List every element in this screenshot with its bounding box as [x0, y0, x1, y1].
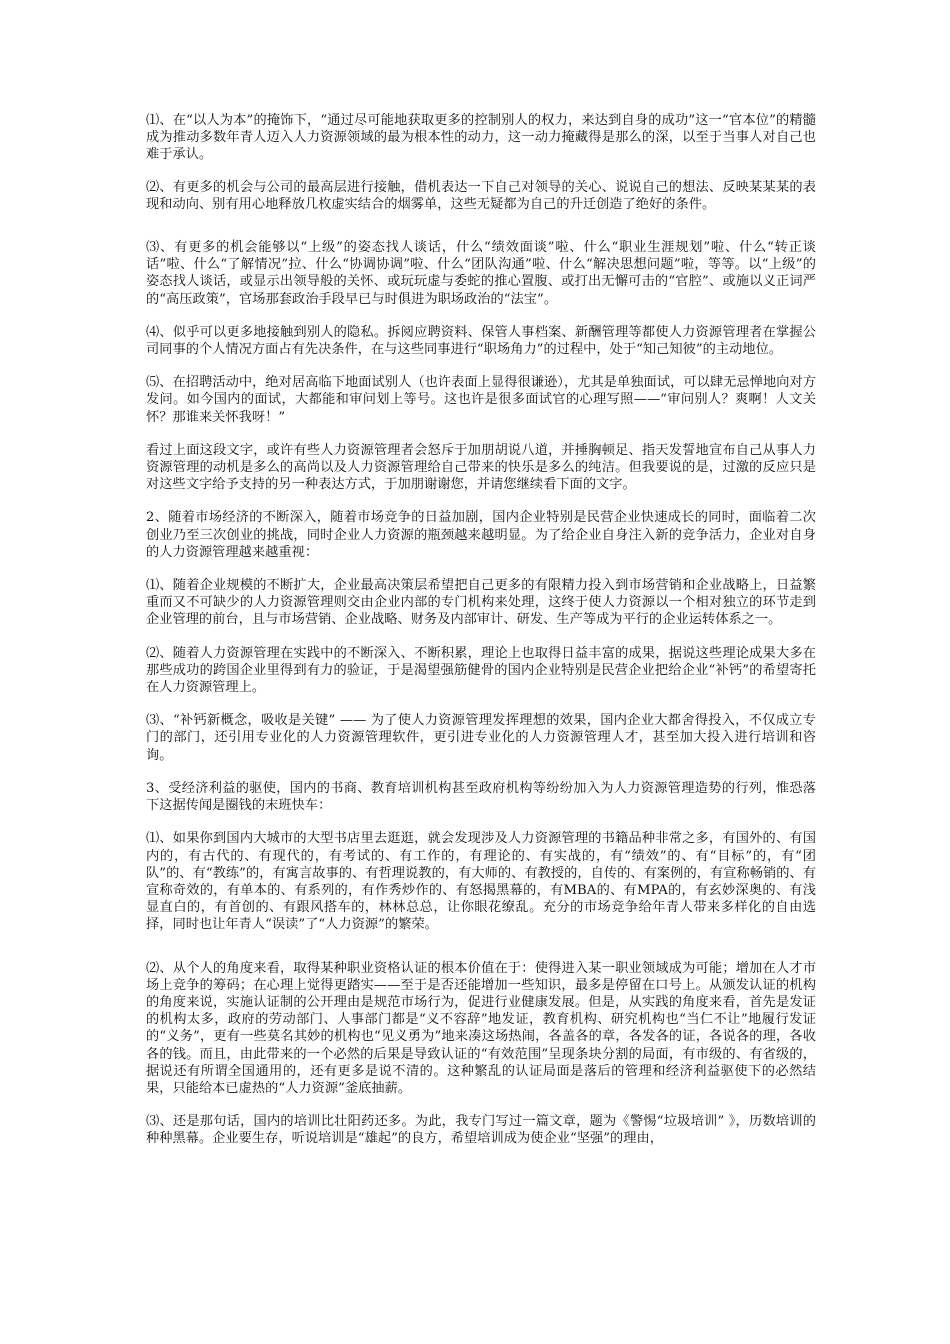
paragraph-2: ⑵、有更多的机会与公司的最高层进行接触，借机表达一下自己对领导的关心、说说自己的想法、反映某某某的表现和动向、别有用心地释放几枚虚实结合的烟雾单，这些无疑都为自己的升迁创造了绝好的条件。: [146, 179, 816, 212]
paragraph-4: ⑷、似乎可以更多地接触到别人的隐私。拆阅应聘资料、保管人事档案、新酬管理等都使人力资源管理者在掌握公司同事的个人情况方面占有先决条件，在与这些同事进行“职场角力”的过程中，处于“知己知彼”的主动地位。: [146, 324, 816, 358]
paragraph-14: ⑶、还是那句话，国内的培训比壮阳药还多。为此，我专门写过一篇文章，题为《警惕“垃圾培训” 》，历数培训的种种黑幕。企业要生存，听说培训是“雄起”的良方，希望培训成为使企业“坚强”的理由，: [146, 1114, 816, 1147]
paragraph-5: ⑸、在招聘活动中，绝对居高临下地面试别人（也许表面上显得很谦逊），尤其是单独面试，可以肆无忌惮地向对方发问。如今国内的面试，大都能和审问划上等号。这也许是很多面试官的心理写照——“审问别人？爽啊！人文关怀？那谁来关怀我呀！”: [146, 375, 816, 425]
paragraph-10: ⑶、“补钙新概念，吸收是关键” —— 为了使人力资源管理发挥理想的效果，国内企业大都舍得投入，不仅成立专门的部门，还引用专业化的人力资源管理软件，更引进专业化的人力资源管理人才，甚至加大投入进行培训和咨询。: [146, 713, 816, 763]
paragraph-7: 2、随着市场经济的不断深入，随着市场竞争的日益加剧，国内企业特别是民营企业快速成长的同时，面临着二次创业乃至三次创业的挑战，同时企业人力资源的瓶颈越来越明显。为了给企业自身注入新的竞争活力，企业对自身的人力资源管理越来越重视：: [146, 510, 816, 560]
paragraph-13: ⑵、从个人的角度来看，取得某种职业资格认证的根本价值在于：使得进入某一职业领域成为可能；增加在人才市场上竞争的筹码；在心理上觉得更踏实——至于是否还能增加一些知识，最多是停留在口号上。从颁发认证的机构的角度来说，实施认证制的公开理由是规范市场行为，促进行业健康发展。但是，从实践的角度来看，首先是发证的机构太多，政府的劳动部门、人事部门都是“义不容辞”地发证，教育机构、研究机构也“当仁不让”地履行发证的“义务”，更有一些莫名其妙的机构也“见义勇为”地来凑这场热闹，各盖各的章，各发各的证，各说各的理，各收各的钱。而且，由此带来的一个必然的后果是导致认证的“有效范围”呈现条块分割的局面，有市级的、有省级的，据说还有所谓全国通用的，还有更多是说不清的。这种繁乱的认证局面是落后的管理和经济利益驱使下的必然结果，只能给本已虚热的“人力资源”釜底抽薪。: [146, 960, 816, 1096]
paragraph-12: ⑴、如果你到国内大城市的大型书店里去逛逛，就会发现涉及人力资源管理的书籍品种非常之多，有国外的、有国内的，有古代的、有现代的，有考试的、有工作的，有理论的、有实战的，有“绩效”的、有“目标”的，有“团队”的、有“教练”的，有寓言故事的、有哲理说教的，有大师的、有教授的，自传的、有案例的，有宣称畅销的、有宣称奇效的，有单本的、有系列的，有作秀炒作的、有怒揭黑幕的，有MBA的、有MPA的，有玄妙深奥的、有浅显直白的，有首创的、有跟风搭车的，林林总总，让你眼花缭乱。充分的市场竞争给年青人带来多样化的自由选择，同时也让年青人“误读”了“人力资源”的繁荣。: [146, 831, 816, 933]
paragraph-11: 3、受经济利益的驱使，国内的书商、教育培训机构甚至政府机构等纷纷加入为人力资源管理造势的行列，惟恐落下这据传闻是圈钱的末班快车：: [146, 780, 816, 814]
paragraph-6: 看过上面这段文字，或许有些人力资源管理者会怒斥于加朋胡说八道，并捶胸顿足、指天发誓地宣布自己从事人力资源管理的动机是多么的高尚以及人力资源管理给自己带来的快乐是多么的纯洁。但我要说的是，过激的反应只是对这些文字给予支持的另一种表达方式，于加朋谢谢您，并请您继续看下面的文字。: [146, 442, 816, 493]
paragraph-3: ⑶、有更多的机会能够以“上级”的姿态找人谈话，什么“绩效面谈”啦、什么“职业生涯规划”啦、什么“转正谈话”啦、什么“了解情况”拉、什么“协调协调”啦、什么“团队沟通”啦、什么“解决思想问题”啦，等等。以“上级”的姿态找人谈话，或显示出领导般的关怀、或玩玩虚与委蛇的推心置腹、或打出无懈可击的“官腔”、或施以义正词严的“高压政策”，官场那套政治手段早已与时俱进为职场政治的“法宝”。: [146, 240, 816, 307]
paragraph-9: ⑵、随着人力资源管理在实践中的不断深入、不断积累，理论上也取得日益丰富的成果，据说这些理论成果大多在那些成功的跨国企业里得到有力的验证，于是渴望强筋健骨的国内企业特别是民营企业把给企业“补钙”的希望寄托在人力资源管理上。: [146, 645, 816, 696]
paragraph-8: ⑴、随着企业规模的不断扩大，企业最高决策层希望把自己更多的有限精力投入到市场营销和企业战略上，日益繁重而又不可缺少的人力资源管理则交由企业内部的专门机构来处理，这终于使人力资源以一个相对独立的环节走到企业管理的前台，且与市场营销、企业战略、财务及内部审计、研发、生产等成为平行的企业运转体系之一。: [146, 578, 816, 628]
paragraph-1: ⑴、在“以人为本”的掩饰下，“通过尽可能地获取更多的控制别人的权力，来达到自身的成功”这一“官本位”的精髓成为推动多数年青人迈入人力资源领域的最为根本性的动力，这一动力掩藏得是那么的深，以至于当事人对自己也难于承认。: [146, 113, 816, 163]
